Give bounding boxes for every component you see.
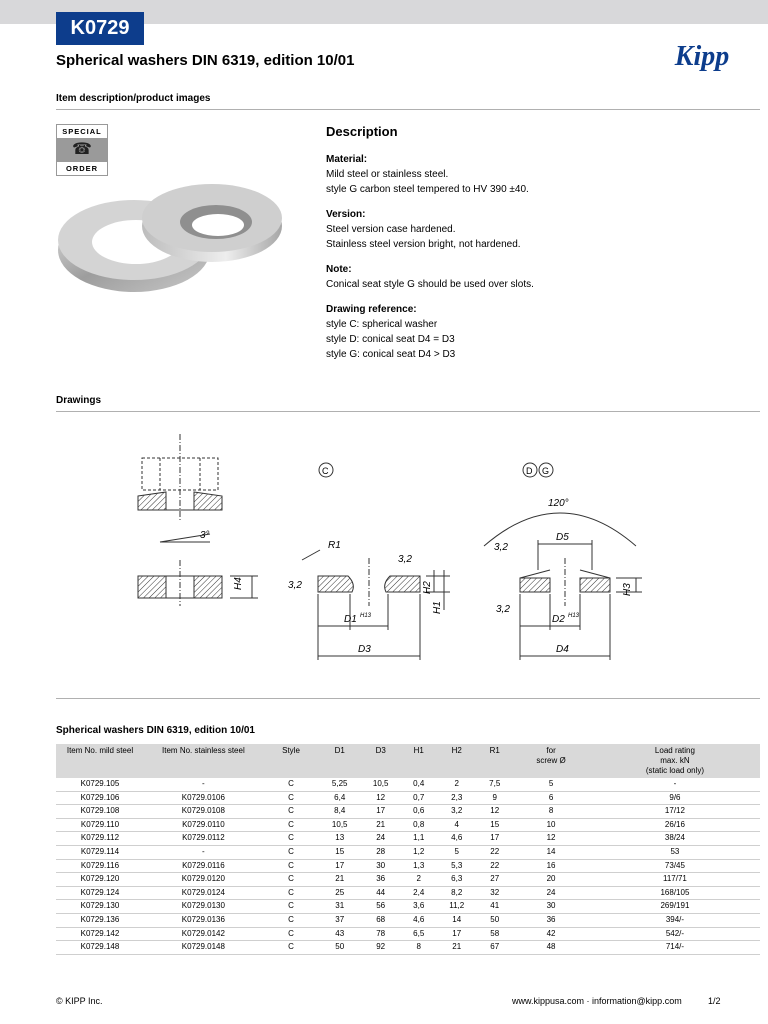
svg-text:G: G: [542, 466, 550, 476]
table-cell: C: [263, 886, 319, 900]
table-cell: 8,4: [319, 805, 360, 819]
description-line: style G: conical seat D4 > D3: [326, 349, 456, 360]
table-cell: 269/191: [590, 900, 760, 914]
table-cell: 17: [319, 859, 360, 873]
column-header-line: (static load only): [645, 766, 705, 775]
svg-text:C: C: [322, 466, 329, 476]
table-cell: 13: [319, 832, 360, 846]
column-header: [590, 744, 760, 778]
table-cell: 3,2: [436, 805, 477, 819]
table-cell: K0729.130: [56, 900, 144, 914]
table-cell: 5,25: [319, 778, 360, 791]
table-cell: 1,3: [401, 859, 436, 873]
column-header-line: Item No. mild steel: [66, 746, 134, 755]
table-cell: K0729.0120: [144, 873, 263, 887]
column-header-line: Style: [282, 746, 300, 755]
svg-text:D: D: [526, 466, 533, 476]
table-cell: 44: [360, 886, 401, 900]
table-cell: K0729.105: [56, 778, 144, 791]
table-cell: C: [263, 900, 319, 914]
column-header-line: H2: [451, 746, 462, 755]
table-cell: 3,6: [401, 900, 436, 914]
material-block: [326, 152, 746, 197]
description-line: style D: conical seat D4 = D3: [326, 334, 455, 345]
table-cell: 10,5: [319, 818, 360, 832]
table-cell: 2: [401, 873, 436, 887]
table-cell: 12: [512, 832, 590, 846]
description-line: Stainless steel version bright, not hardened.: [326, 239, 521, 250]
table-row: [56, 832, 760, 846]
column-header: [263, 744, 319, 778]
table-cell: K0729.120: [56, 873, 144, 887]
table-cell: K0729.0124: [144, 886, 263, 900]
table-cell: 27: [477, 873, 512, 887]
table-cell: 2,4: [401, 886, 436, 900]
table-cell: 17: [477, 832, 512, 846]
svg-text:H1: H1: [432, 601, 443, 614]
note-block: [326, 262, 746, 292]
table-cell: 4,6: [436, 832, 477, 846]
table-cell: 36: [360, 873, 401, 887]
svg-text:120°: 120°: [548, 498, 569, 509]
table-cell: 24: [512, 886, 590, 900]
style-c-view: [288, 463, 450, 660]
table-cell: 67: [477, 941, 512, 955]
table-cell: K0729.124: [56, 886, 144, 900]
table-cell: C: [263, 859, 319, 873]
table-cell: C: [263, 913, 319, 927]
table-cell: 17: [436, 927, 477, 941]
table-cell: 26/16: [590, 818, 760, 832]
column-header: [144, 744, 263, 778]
product-image: [54, 178, 284, 300]
footer-copyright: © KIPP Inc.: [56, 996, 103, 1006]
table-cell: 17: [360, 805, 401, 819]
table-cell: 21: [436, 941, 477, 955]
table-cell: C: [263, 873, 319, 887]
material-heading: Material:: [326, 154, 368, 165]
svg-text:D3: D3: [358, 644, 371, 655]
svg-text:H13: H13: [360, 613, 372, 619]
svg-text:D2: D2: [552, 614, 565, 625]
divider: [56, 698, 760, 699]
table-cell: 30: [360, 859, 401, 873]
table-cell: 8: [401, 941, 436, 955]
table-cell: K0729.116: [56, 859, 144, 873]
drawing-reference-heading: Drawing reference:: [326, 304, 417, 315]
column-header-line: max. kN: [660, 756, 690, 765]
table-cell: 14: [512, 845, 590, 859]
style-dg-view: [484, 463, 642, 660]
table-cell: 73/45: [590, 859, 760, 873]
table-cell: 714/-: [590, 941, 760, 955]
table-cell: 36: [512, 913, 590, 927]
svg-text:3°: 3°: [200, 530, 210, 541]
table-cell: K0729.0106: [144, 791, 263, 805]
description-line: style C: spherical washer: [326, 319, 438, 330]
version-block: [326, 207, 746, 252]
table-body: [56, 778, 760, 954]
table-cell: 15: [319, 845, 360, 859]
svg-text:Kipp: Kipp: [674, 41, 730, 72]
svg-text:3,2: 3,2: [494, 542, 508, 553]
table-row: [56, 886, 760, 900]
table-row: [56, 900, 760, 914]
page-title: Spherical washers DIN 6319, edition 10/01: [56, 52, 355, 69]
table-cell: K0729.0112: [144, 832, 263, 846]
table-cell: 92: [360, 941, 401, 955]
table-cell: 22: [477, 859, 512, 873]
table-cell: 78: [360, 927, 401, 941]
table-cell: 6,4: [319, 791, 360, 805]
table-cell: 30: [512, 900, 590, 914]
special-order-badge: [56, 124, 108, 176]
table-cell: C: [263, 832, 319, 846]
table-row: [56, 873, 760, 887]
table-cell: 6: [512, 791, 590, 805]
column-header-line: Item No. stainless steel: [162, 746, 245, 755]
table-cell: 24: [360, 832, 401, 846]
version-heading: Version:: [326, 209, 366, 220]
svg-text:R1: R1: [328, 540, 341, 551]
table-cell: K0729.0130: [144, 900, 263, 914]
table-cell: K0729.0136: [144, 913, 263, 927]
svg-text:D1: D1: [344, 614, 357, 625]
table-cell: K0729.108: [56, 805, 144, 819]
svg-text:3,2: 3,2: [398, 554, 412, 565]
table-cell: K0729.142: [56, 927, 144, 941]
table-cell: 28: [360, 845, 401, 859]
column-header-line: Load rating: [654, 746, 695, 755]
table-cell: K0729.106: [56, 791, 144, 805]
table-cell: 4,6: [401, 913, 436, 927]
table-cell: 58: [477, 927, 512, 941]
table-cell: K0729.136: [56, 913, 144, 927]
svg-text:H2: H2: [422, 581, 433, 594]
special-order-top: SPECIAL: [62, 127, 102, 136]
table-cell: -: [144, 845, 263, 859]
column-header-line: H1: [413, 746, 424, 755]
table-row: [56, 778, 760, 791]
footer-links[interactable]: www.kippusa.com · information@kipp.com: [512, 996, 682, 1006]
table-cell: C: [263, 791, 319, 805]
description-heading: Description: [326, 124, 398, 139]
table-cell: 48: [512, 941, 590, 955]
table-cell: 7,5: [477, 778, 512, 791]
table-cell: 20: [512, 873, 590, 887]
table-cell: 4: [436, 818, 477, 832]
table-row: [56, 913, 760, 927]
table-cell: C: [263, 818, 319, 832]
table-header-row: [56, 744, 760, 778]
description-line: Conical seat style G should be used over slots.: [326, 279, 534, 290]
table-cell: 15: [477, 818, 512, 832]
table-cell: 17/12: [590, 805, 760, 819]
description-panel: [326, 124, 746, 372]
table-cell: 38/24: [590, 832, 760, 846]
kipp-logo: [670, 38, 734, 72]
table-cell: 50: [477, 913, 512, 927]
table-cell: K0729.110: [56, 818, 144, 832]
page-number: 1/2: [708, 996, 721, 1006]
table-cell: 6,3: [436, 873, 477, 887]
table-cell: 22: [477, 845, 512, 859]
column-header-line: D3: [375, 746, 386, 755]
table-cell: 9: [477, 791, 512, 805]
table-cell: 2,3: [436, 791, 477, 805]
table-row: [56, 941, 760, 955]
table-cell: 5: [436, 845, 477, 859]
section-heading-item-description: Item description/product images: [56, 93, 211, 104]
svg-text:H13: H13: [568, 613, 580, 619]
table-cell: 31: [319, 900, 360, 914]
table-cell: 10: [512, 818, 590, 832]
table-cell: 2: [436, 778, 477, 791]
special-order-bottom: ORDER: [65, 164, 99, 173]
section-heading-drawings: Drawings: [56, 395, 102, 406]
table-cell: 117/71: [590, 873, 760, 887]
svg-text:D5: D5: [556, 532, 569, 543]
table-cell: K0729.148: [56, 941, 144, 955]
column-header: [401, 744, 436, 778]
assembly-view: [138, 434, 258, 606]
table-cell: 43: [319, 927, 360, 941]
table-cell: 14: [436, 913, 477, 927]
table-cell: C: [263, 805, 319, 819]
technical-drawing: [130, 430, 650, 670]
table-cell: K0729.0110: [144, 818, 263, 832]
table-cell: -: [590, 778, 760, 791]
table-cell: K0729.0142: [144, 927, 263, 941]
table-cell: 53: [590, 845, 760, 859]
table-title: Spherical washers DIN 6319, edition 10/01: [56, 725, 255, 736]
table-cell: C: [263, 941, 319, 955]
table-cell: 0,6: [401, 805, 436, 819]
table-cell: 12: [477, 805, 512, 819]
table-cell: 32: [477, 886, 512, 900]
divider: [56, 411, 760, 412]
table-cell: 5,3: [436, 859, 477, 873]
table-cell: K0729.0148: [144, 941, 263, 955]
column-header: [56, 744, 144, 778]
table-cell: 50: [319, 941, 360, 955]
table-cell: 42: [512, 927, 590, 941]
column-header-line: R1: [489, 746, 500, 755]
table-cell: K0729.0116: [144, 859, 263, 873]
table-cell: 25: [319, 886, 360, 900]
description-line: Steel version case hardened.: [326, 224, 456, 235]
svg-text:3,2: 3,2: [496, 604, 510, 615]
table-cell: 0,8: [401, 818, 436, 832]
svg-text:H4: H4: [233, 577, 244, 590]
note-heading: Note:: [326, 264, 352, 275]
description-line: Mild steel or stainless steel.: [326, 169, 449, 180]
svg-text:H3: H3: [622, 583, 633, 596]
drawing-reference-block: [326, 302, 746, 362]
table-cell: 21: [319, 873, 360, 887]
description-line: style G carbon steel tempered to HV 390 ±40.: [326, 184, 529, 195]
table-cell: 9/6: [590, 791, 760, 805]
telephone-icon: ☎: [57, 138, 107, 162]
table-cell: 41: [477, 900, 512, 914]
table-cell: 8,2: [436, 886, 477, 900]
table-cell: 542/-: [590, 927, 760, 941]
table-cell: 394/-: [590, 913, 760, 927]
column-header-line: for: [546, 746, 556, 755]
table-cell: 0,7: [401, 791, 436, 805]
table-cell: 8: [512, 805, 590, 819]
table-cell: 37: [319, 913, 360, 927]
table-row: [56, 859, 760, 873]
table-cell: 16: [512, 859, 590, 873]
column-header: [360, 744, 401, 778]
table-row: [56, 791, 760, 805]
table-cell: C: [263, 845, 319, 859]
table-cell: 11,2: [436, 900, 477, 914]
table-row: [56, 805, 760, 819]
column-header: [512, 744, 590, 778]
table-cell: 68: [360, 913, 401, 927]
table-cell: 6,5: [401, 927, 436, 941]
table-cell: K0729.112: [56, 832, 144, 846]
column-header-line: D1: [334, 746, 345, 755]
table-row: [56, 927, 760, 941]
table-row: [56, 845, 760, 859]
table-cell: 1,1: [401, 832, 436, 846]
svg-text:3,2: 3,2: [288, 580, 302, 591]
table-row: [56, 818, 760, 832]
table-cell: C: [263, 927, 319, 941]
table-cell: 56: [360, 900, 401, 914]
table-cell: -: [144, 778, 263, 791]
table-cell: K0729.114: [56, 845, 144, 859]
column-header: [436, 744, 477, 778]
table-cell: 12: [360, 791, 401, 805]
table-cell: C: [263, 778, 319, 791]
product-code-tab: K0729: [56, 12, 144, 45]
column-header: [477, 744, 512, 778]
specifications-table: [56, 744, 760, 955]
svg-text:D4: D4: [556, 644, 569, 655]
column-header: [319, 744, 360, 778]
table-cell: 168/105: [590, 886, 760, 900]
table-cell: 10,5: [360, 778, 401, 791]
table-cell: 5: [512, 778, 590, 791]
divider: [56, 109, 760, 110]
table-cell: 1,2: [401, 845, 436, 859]
table-cell: 21: [360, 818, 401, 832]
table-cell: 0,4: [401, 778, 436, 791]
table-cell: K0729.0108: [144, 805, 263, 819]
column-header-line: screw Ø: [536, 756, 566, 765]
